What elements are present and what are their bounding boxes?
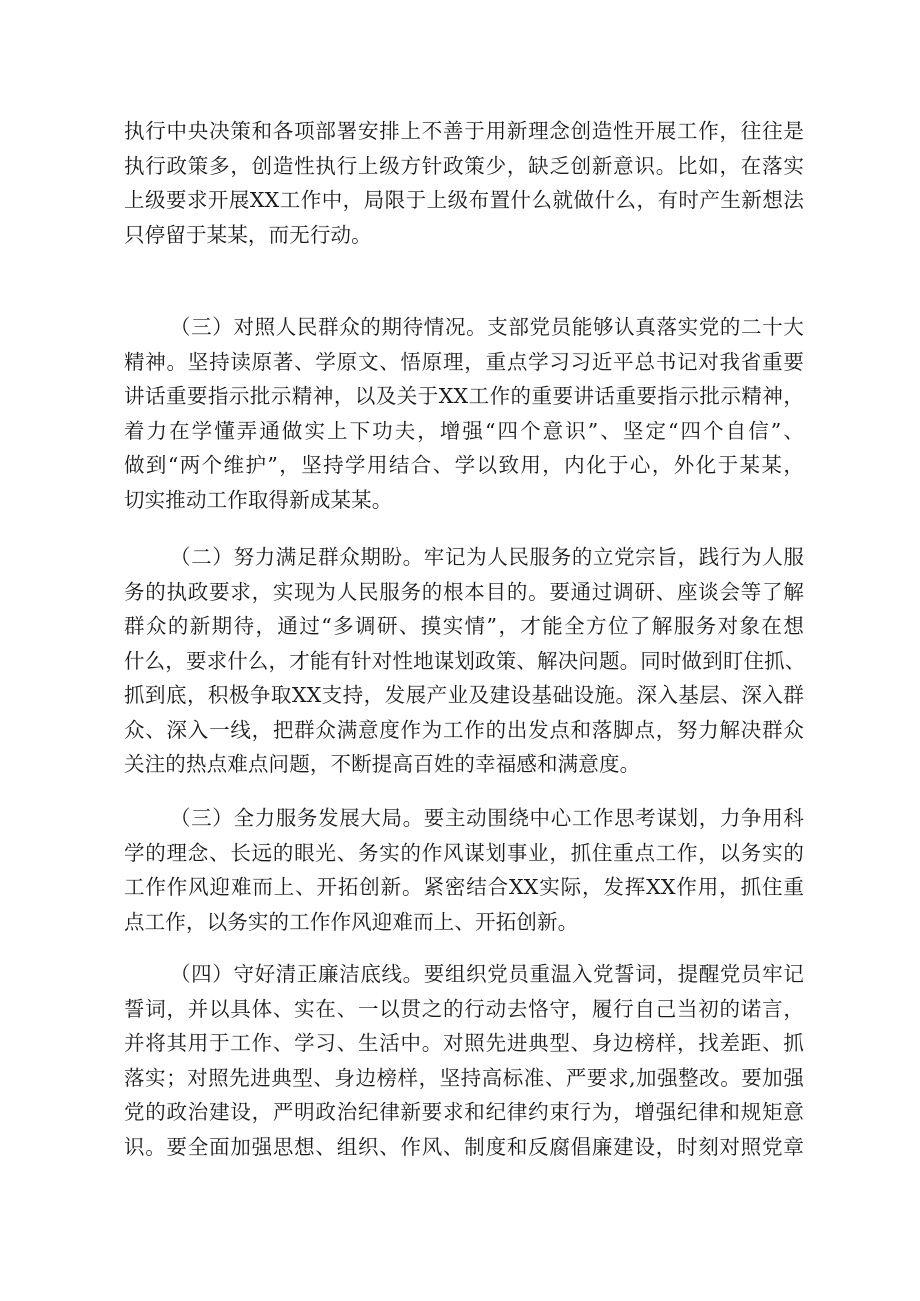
paragraph-heading-line: （四）守好清正廉洁底线。要组织党员重温入党誓词，提醒党员牢记 <box>170 962 804 986</box>
text-line: 执行中央决策和各项部署安排上不善于用新理念创造性开展工作，往往是 <box>124 119 804 143</box>
text-line: 并将其用于工作、学习、生活中。对照先进典型、身边榜样，找差距、抓 <box>124 1031 804 1055</box>
paragraph-heading-line: （二）努力满足群众期盼。牢记为人民服务的立党宗旨，践行为人服 <box>170 545 804 569</box>
paragraph-meet-expectations <box>124 540 804 782</box>
text-line: 只停留于某某，而无行动。 <box>124 222 372 247</box>
text-line: 工作作风迎难而上、开拓创新。紧密结合XX实际，发挥XX作用，抓住重 <box>124 875 804 899</box>
paragraph-serve-development <box>124 801 804 939</box>
text-line: 誓词，并以具体、实在、一以贯之的行动去恪守，履行自己当初的诺言， <box>124 996 804 1021</box>
paragraph-continuation <box>124 114 804 252</box>
paragraph-people-expectations <box>124 310 804 517</box>
text-line: 群众的新期待，通过“多调研、摸实情”，才能全方位了解服务对象在想 <box>124 614 804 638</box>
paragraph-heading-line: （三）全力服务发展大局。要主动围绕中心工作思考谋划，力争用科 <box>170 806 804 830</box>
text-line: 落实；对照先进典型、身边榜样，坚持高标准、严要求,加强整改。要加强 <box>124 1065 804 1090</box>
text-line: 众、深入一线，把群众满意度作为工作的出发点和落脚点，努力解决群众 <box>124 717 804 742</box>
text-line: 切实推动工作取得新成某某。 <box>124 487 393 512</box>
text-line: 学的理念、长远的眼光、务实的作风谋划事业，抓住重点工作，以务实的 <box>124 840 804 865</box>
paragraph-heading-line: （三）对照人民群众的期待情况。支部党员能够认真落实党的二十大 <box>170 315 804 339</box>
text-line: 上级要求开展XX工作中，局限于上级布置什么就做什么，有时产生新想法 <box>124 188 804 212</box>
text-line: 识。要全面加强思想、组织、作风、制度和反腐倡廉建设，时刻对照党章 <box>124 1134 804 1159</box>
text-line: 抓到底，积极争取XX支持，发展产业及建设基础设施。深入基层、深入群 <box>124 683 804 707</box>
text-line: 执行政策多，创造性执行上级方针政策少，缺乏创新意识。比如，在落实 <box>124 153 804 178</box>
paragraph-integrity <box>124 957 804 1164</box>
text-line: 什么，要求什么，才能有针对性地谋划政策、解决问题。同时做到盯住抓、 <box>124 648 806 673</box>
text-line: 精神。坚持读原著、学原文、悟原理，重点学习习近平总书记对我省重要 <box>124 349 804 374</box>
text-line: 讲话重要指示批示精神，以及关于XX工作的重要讲话重要指示批示精神， <box>124 384 804 408</box>
text-line: 点工作，以务实的工作作风迎难而上、开拓创新。 <box>124 909 579 934</box>
text-line: 着力在学懂弄通做实上下功夫，增强“四个意识”、坚定“四个自信”、 <box>124 418 804 443</box>
text-line: 关注的热点难点问题，不断提高百姓的幸福感和满意度。 <box>124 752 641 776</box>
text-line: 党的政治建设，严明政治纪律新要求和纪律约束行为，增强纪律和规矩意 <box>124 1100 804 1124</box>
text-line: 做到“两个维护”，坚持学用结合、学以致用，内化于心，外化于某某， <box>124 453 804 477</box>
text-line: 务的执政要求，实现为人民服务的根本目的。要通过调研、座谈会等了解 <box>124 579 804 604</box>
